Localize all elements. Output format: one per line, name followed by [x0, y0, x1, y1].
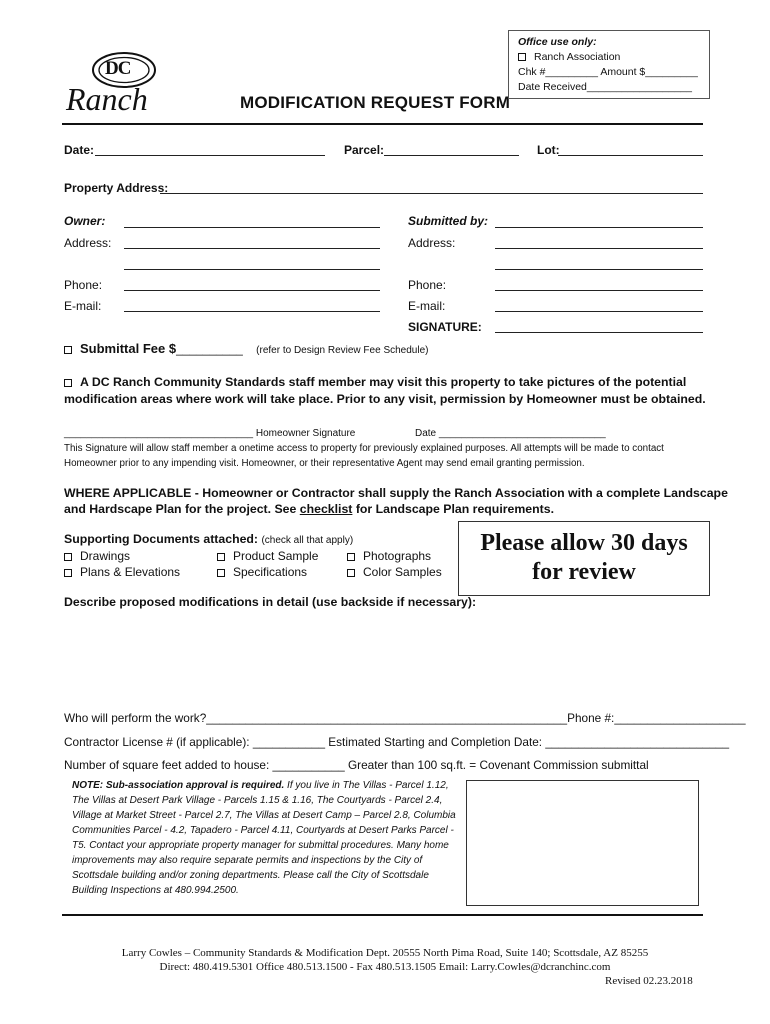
sub-association-approval-box[interactable]: [466, 780, 699, 906]
color-samples-checkbox[interactable]: [347, 569, 355, 577]
doc-option-plans-elevations[interactable]: [64, 565, 180, 579]
submitter-email-label: E-mail:: [408, 299, 446, 313]
revised-date: Revised 02.23.2018: [605, 975, 693, 987]
photo-notice-line2: modification areas where work will take place. Prior to any visit, permission by Homeowner must be obtained.: [64, 392, 706, 406]
submitted-by-label: Submitted by:: [408, 214, 488, 228]
doc-option-specifications[interactable]: [217, 565, 307, 579]
drawings-label: Drawings: [80, 549, 131, 563]
signature-explanation-1: This Signature will allow staff member a onetime access to property for previously explained purposes. All attempts will be made to contact: [64, 443, 664, 454]
who-performs-work[interactable]: Who will perform the work?_______________________________________________________Phone #:____________________: [64, 711, 746, 725]
logo-initials: DC: [105, 58, 131, 79]
review-line-1: Please allow 30 days: [480, 530, 688, 556]
owner-label: Owner:: [64, 214, 106, 228]
note-text: If you live in The Villas - Parcel 1.12, The Villas at Desert Park Village - Parcels 1.15 & 1.16, The Courtyards - Parcel 2.4, Village at Market Street - Parcel 2.7, The Villas at Desert Camp – Parcel 2.8, Columbia Communities Parcel - 4.2, Tapadero - Parcel 4.11, Courtyards at Desert Parks Parcel - T5. Contact your appropriate property manager for submittal procedures. Many home improvements may also require separate permits and inspections by the City of Scottsdale building and/or zoning departments. Please call the City of Scottsdale Building Inspections at 480.994.2500.: [72, 780, 456, 896]
signature-label: SIGNATURE:: [408, 320, 482, 334]
footer-divider: [62, 914, 703, 916]
owner-field[interactable]: [124, 227, 380, 228]
owner-phone-label: Phone:: [64, 278, 103, 292]
square-feet-added[interactable]: Number of square feet added to house: ___________ Greater than 100 sq.ft. = Covenant Commission submittal: [64, 758, 649, 772]
office-heading: Office use only:: [518, 36, 597, 48]
office-chk-amount: Chk #_________ Amount $_________: [518, 66, 698, 78]
footer-contact-line1: Larry Cowles – Community Standards & Modification Dept. 20555 North Pima Road, Suite 140; Scottsdale, AZ 85255: [121, 947, 649, 959]
parcel-field[interactable]: [384, 155, 519, 156]
where-applicable-text-a: and Hardscape Plan for the project. See: [64, 502, 300, 516]
owner-phone-field[interactable]: [124, 290, 380, 291]
owner-address-field[interactable]: [124, 248, 380, 249]
date-label: Date:: [64, 143, 95, 157]
sub-association-note: [72, 778, 462, 898]
drawings-checkbox[interactable]: [64, 553, 72, 561]
submittal-fee-label: Submittal Fee $: [80, 341, 177, 356]
doc-option-color-samples[interactable]: [347, 565, 442, 579]
where-applicable-text-b: for Landscape Plan requirements.: [352, 502, 554, 516]
checklist-link[interactable]: checklist: [299, 502, 353, 516]
logo: [62, 48, 182, 116]
office-date-received: Date Received__________________: [518, 81, 692, 93]
owner-email-label: E-mail:: [64, 299, 102, 313]
office-use-box: [508, 30, 710, 99]
supporting-docs-hint: (check all that apply): [261, 535, 354, 546]
ranch-association-label: Ranch Association: [534, 51, 621, 63]
specifications-checkbox[interactable]: [217, 569, 225, 577]
note-bold: NOTE: Sub-association approval is required.: [72, 780, 285, 791]
submitter-phone-field[interactable]: [495, 290, 703, 291]
submitter-address-field-2[interactable]: [495, 269, 703, 270]
plans-elevations-label: Plans & Elevations: [80, 565, 181, 579]
photo-notice-text-1: A DC Ranch Community Standards staff member may visit this property to take pictures of the potential: [80, 375, 687, 389]
property-address-field[interactable]: [160, 193, 703, 194]
lot-label: Lot:: [537, 143, 560, 157]
describe-modifications-area[interactable]: [64, 614, 704, 704]
submitter-address-field[interactable]: [495, 248, 703, 249]
photo-notice-checkbox[interactable]: [64, 379, 72, 387]
product-sample-checkbox[interactable]: [217, 553, 225, 561]
homeowner-signature-line[interactable]: __________________________________ Homeowner Signature: [64, 428, 356, 439]
logo-script: Ranch: [66, 81, 148, 117]
review-notice-box: [458, 521, 710, 596]
parcel-label: Parcel:: [344, 143, 385, 157]
fee-schedule-note: (refer to Design Review Fee Schedule): [256, 345, 429, 356]
header-divider: [62, 123, 703, 125]
plans-elevations-checkbox[interactable]: [64, 569, 72, 577]
supporting-docs-title: Supporting Documents attached:: [64, 532, 262, 546]
review-line-2: for review: [532, 559, 636, 585]
submittal-fee-field[interactable]: __________: [176, 342, 243, 356]
submitter-email-field[interactable]: [495, 311, 703, 312]
homeowner-signature-date[interactable]: Date ______________________________: [415, 428, 606, 439]
lot-field[interactable]: [558, 155, 703, 156]
photographs-checkbox[interactable]: [347, 553, 355, 561]
color-samples-label: Color Samples: [363, 565, 442, 579]
signature-field[interactable]: [495, 332, 703, 333]
signature-explanation-2: Homeowner prior to any impending visit. Homeowner, or their representative Agent may send email granting permission.: [64, 458, 585, 469]
form-title: MODIFICATION REQUEST FORM: [240, 93, 511, 112]
footer-contact-line2: Direct: 480.419.5301 Office 480.513.1500 - Fax 480.513.1505 Email: Larry.Cowles@dcranchinc.com: [159, 961, 611, 973]
where-applicable-line2: [64, 502, 554, 516]
date-field[interactable]: [95, 155, 325, 156]
describe-modifications-label: Describe proposed modifications in detail (use backside if necessary):: [64, 595, 477, 609]
property-address-label: Property Address:: [64, 181, 169, 195]
owner-address-field-2[interactable]: [124, 269, 380, 270]
doc-option-product-sample[interactable]: [217, 549, 318, 563]
where-applicable-line1: WHERE APPLICABLE - Homeowner or Contractor shall supply the Ranch Association with a complete Landscape: [64, 486, 728, 500]
submittal-fee-row: [64, 341, 428, 356]
submitter-phone-label: Phone:: [408, 278, 447, 292]
doc-option-photographs[interactable]: [347, 549, 431, 563]
owner-email-field[interactable]: [124, 311, 380, 312]
submitted-by-field[interactable]: [495, 227, 703, 228]
doc-option-drawings[interactable]: [64, 549, 130, 563]
office-ranch-association-row: [518, 50, 709, 65]
submittal-fee-checkbox[interactable]: [64, 346, 72, 354]
photo-notice-line1: [64, 375, 686, 389]
specifications-label: Specifications: [233, 565, 308, 579]
product-sample-label: Product Sample: [233, 549, 319, 563]
contractor-license[interactable]: Contractor License # (if applicable): ___________ Estimated Starting and Completion Date: ____________________________: [64, 735, 730, 749]
owner-address-label: Address:: [64, 236, 112, 250]
supporting-docs-heading: [64, 532, 353, 546]
ranch-association-checkbox[interactable]: [518, 53, 526, 61]
photographs-label: Photographs: [363, 549, 432, 563]
submitter-address-label: Address:: [408, 236, 456, 250]
